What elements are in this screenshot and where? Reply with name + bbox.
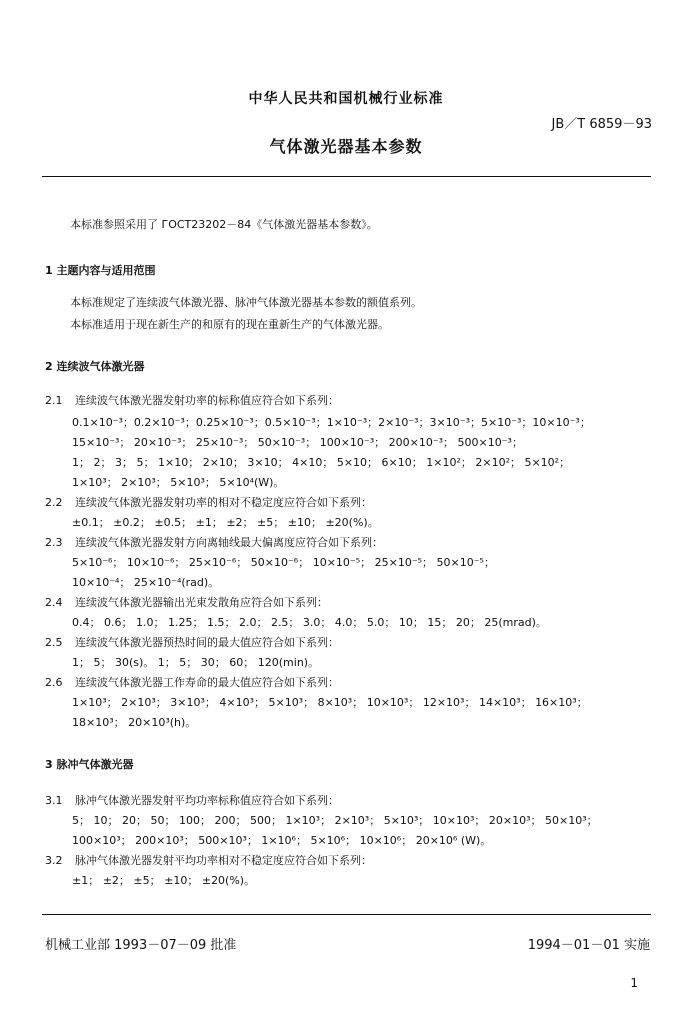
clause-text: 连续波气体激光器输出光束发散角应符合如下系列： — [75, 596, 328, 609]
clause-text: 连续波气体激光器预热时间的最大值应符合如下系列： — [75, 636, 339, 649]
clause-text: 脉冲气体激光器发射平均功率标称值应符合如下系列： — [75, 794, 339, 807]
issuing-organization: 中华人民共和国机械行业标准 — [248, 91, 444, 107]
document-title: 气体激光器基本参数 — [269, 137, 423, 156]
section-1-heading: 1 主题内容与适用范围 — [45, 264, 156, 277]
clause-number: 2.4 — [45, 596, 63, 609]
value-series-line: 100×10³； 200×10³； 500×10³； 1×10⁶； 5×10⁶； 10×10⁶； 20×10⁶ (W)。 — [72, 834, 492, 847]
implementation-date: 1994－01－01 实施 — [527, 938, 650, 953]
clause-text: 脉冲气体激光器发射平均功率相对不稳定度应符合如下系列： — [75, 854, 372, 867]
section-2-heading: 2 连续波气体激光器 — [45, 360, 145, 373]
clause-number: 2.1 — [45, 394, 63, 407]
value-series-line: 1×10³； 2×10³； 5×10³； 5×10⁴(W)。 — [72, 476, 285, 489]
section-1-paragraph-1: 本标准规定了连续波气体激光器、脉冲气体激光器基本参数的额值系列。 — [70, 296, 422, 309]
clause-number: 3.1 — [45, 794, 63, 807]
clause-number: 2.2 — [45, 496, 63, 509]
value-series-line: 10×10⁻⁴； 25×10⁻⁴(rad)。 — [72, 576, 220, 589]
clause-number: 2.5 — [45, 636, 63, 649]
value-series-line: 0.4； 0.6； 1.0； 1.25； 1.5； 2.0； 2.5； 3.0； 4.0； 5.0； 10； 15； 20； 25(mrad)。 — [72, 616, 547, 629]
header-divider — [42, 176, 651, 177]
value-series-line: 5； 10； 20； 50； 100； 200； 500； 1×10³； 2×10³； 5×10³； 10×10³； 20×10³； 50×10³； — [72, 814, 598, 827]
value-series-line: 0.1×10⁻³；0.2×10⁻³；0.25×10⁻³；0.5×10⁻³；1×10⁻³；2×10⁻³；3×10⁻³；5×10⁻³；10×10⁻³； — [72, 416, 591, 429]
clause-text: 连续波气体激光器发射功率的相对不稳定度应符合如下系列： — [75, 496, 372, 509]
clause-number: 3.2 — [45, 854, 63, 867]
intro-paragraph: 本标准参照采用了 ГОСТ23202－84《气体激光器基本参数》。 — [70, 218, 378, 231]
clause-number: 2.3 — [45, 536, 63, 549]
clause-text: 连续波气体激光器工作寿命的最大值应符合如下系列： — [75, 676, 339, 689]
section-3-heading: 3 脉冲气体激光器 — [45, 758, 134, 771]
approval-date: 机械工业部 1993－07－09 批准 — [45, 938, 237, 953]
value-series-line: 1； 5； 30(s)。 1； 5； 30； 60； 120(min)。 — [72, 656, 320, 669]
value-series-line: ±1； ±2； ±5； ±10； ±20(%)。 — [72, 874, 256, 887]
value-series-line: 1； 2； 3； 5； 1×10； 2×10； 3×10； 4×10； 5×10； 6×10； 1×10²； 2×10²； 5×10²； — [72, 456, 571, 469]
page-number: 1 — [630, 976, 638, 990]
footer-divider — [42, 914, 651, 915]
value-series-line: 15×10⁻³； 20×10⁻³； 25×10⁻³； 50×10⁻³； 100×10⁻³； 200×10⁻³； 500×10⁻³； — [72, 436, 523, 449]
value-series-line: 18×10³； 20×10³(h)。 — [72, 716, 197, 729]
value-series-line: 5×10⁻⁶； 10×10⁻⁶； 25×10⁻⁶； 50×10⁻⁶； 10×10⁻⁵； 25×10⁻⁵； 50×10⁻⁵； — [72, 556, 495, 569]
clause-number: 2.6 — [45, 676, 63, 689]
standard-number: JB／T 6859－93 — [551, 117, 652, 132]
value-series-line: 1×10³； 2×10³； 3×10³； 4×10³； 5×10³； 8×10³； 10×10³； 12×10³； 14×10³； 16×10³； — [72, 696, 588, 709]
section-1-paragraph-2: 本标准适用于现在新生产的和原有的现在重新生产的气体激光器。 — [70, 318, 389, 331]
clause-text: 连续波气体激光器发射功率的标称值应符合如下系列： — [75, 394, 339, 407]
value-series-line: ±0.1； ±0.2； ±0.5； ±1； ±2； ±5； ±10； ±20(%)。 — [72, 516, 379, 529]
clause-text: 连续波气体激光器发射方向离轴线最大偏离度应符合如下系列： — [75, 536, 383, 549]
